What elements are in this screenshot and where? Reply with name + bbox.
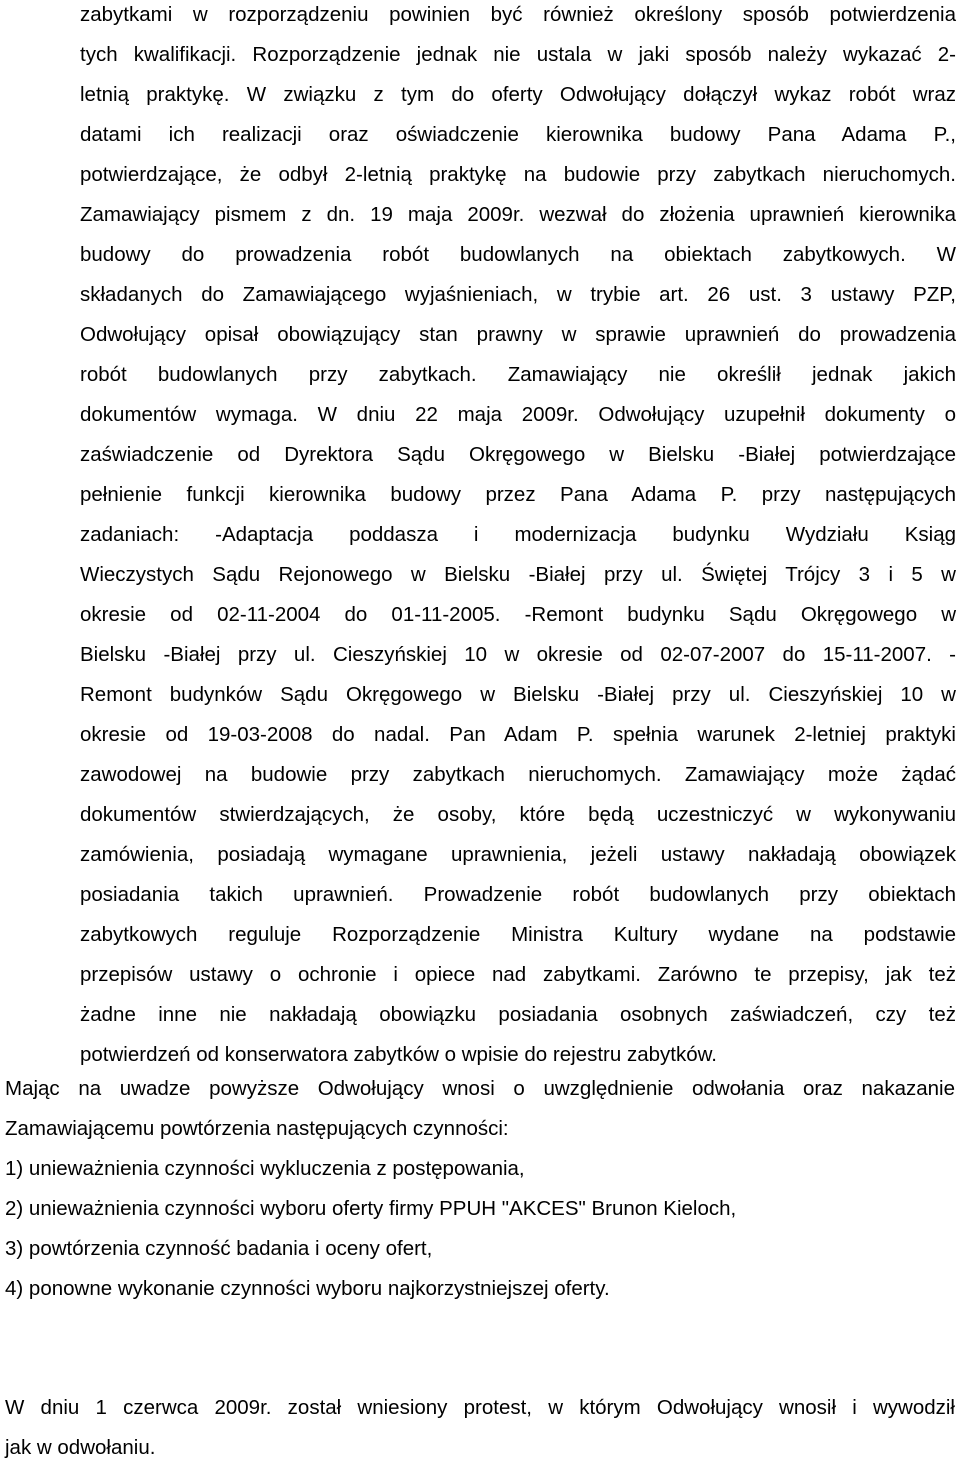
text-line: tych kwalifikacji. Rozporządzenie jednak nie ustala w jaki sposób należy wykazać 2- xyxy=(80,43,956,66)
list-item: 1) unieważnienia czynności wykluczenia z postępowania, xyxy=(5,1157,525,1180)
text-line: Bielsku -Białej przy ul. Cieszyńskiej 10 w okresie od 02-07-2007 do 15-11-2007. - xyxy=(80,643,956,666)
request-paragraph xyxy=(5,1069,955,1149)
text-line: zaświadczenie od Dyrektora Sądu Okręgowego w Bielsku -Białej potwierdzające xyxy=(80,443,956,466)
text-line: okresie od 02-11-2004 do 01-11-2005. -Remont budynku Sądu Okręgowego w xyxy=(80,603,956,626)
text-line: datami ich realizacji oraz oświadczenie kierownika budowy Pana Adama P., xyxy=(80,123,956,146)
text-line: Mając na uwadze powyższe Odwołujący wnosi o uwzględnienie odwołania oraz nakazanie xyxy=(5,1077,955,1100)
request-list xyxy=(5,1149,955,1309)
protest-paragraph xyxy=(5,1388,955,1468)
text-line: przepisów ustawy o ochronie i opiece nad zabytkami. Zarówno te przepisy, jak też xyxy=(80,963,956,986)
text-line: pełnienie funkcji kierownika budowy przez Pana Adama P. przy następujących xyxy=(80,483,956,506)
text-line: Odwołujący opisał obowiązujący stan prawny w sprawie uprawnień do prowadzenia xyxy=(80,323,956,346)
text-line: dokumentów wymaga. W dniu 22 maja 2009r. Odwołujący uzupełnił dokumenty o xyxy=(80,403,956,426)
text-line: żadne inne nie nakładają obowiązku posiadania osobnych zaświadczeń, czy też xyxy=(80,1003,956,1026)
text-line: okresie od 19-03-2008 do nadal. Pan Adam P. spełnia warunek 2-letniej praktyki xyxy=(80,723,956,746)
text-line: zabytkowych reguluje Rozporządzenie Ministra Kultury wydane na podstawie xyxy=(80,923,956,946)
text-line: jak w odwołaniu. xyxy=(5,1436,156,1459)
text-line: potwierdzające, że odbył 2-letnią praktykę na budowie przy zabytkach nieruchomych. xyxy=(80,163,956,186)
list-item: 2) unieważnienia czynności wyboru oferty firmy PPUH "AKCES" Brunon Kieloch, xyxy=(5,1197,737,1220)
text-line: letnią praktykę. W związku z tym do oferty Odwołujący dołączył wykaz robót wraz xyxy=(80,83,956,106)
list-item: 4) ponowne wykonanie czynności wyboru najkorzystniejszej oferty. xyxy=(5,1277,610,1300)
text-line: W dniu 1 czerwca 2009r. został wniesiony protest, w którym Odwołujący wnosił i wywodził xyxy=(5,1396,955,1419)
text-line: Zamawiający pismem z dn. 19 maja 2009r. wezwał do złożenia uprawnień kierownika xyxy=(80,203,956,226)
text-line: dokumentów stwierdzających, że osoby, które będą uczestniczyć w wykonywaniu xyxy=(80,803,956,826)
text-line: posiadania takich uprawnień. Prowadzenie robót budowlanych przy obiektach xyxy=(80,883,956,906)
text-line: Remont budynków Sądu Okręgowego w Bielsku -Białej przy ul. Cieszyńskiej 10 w xyxy=(80,683,956,706)
text-line: Wieczystych Sądu Rejonowego w Bielsku -Białej przy ul. Świętej Trójcy 3 i 5 w xyxy=(80,563,956,586)
text-line: potwierdzeń od konserwatora zabytków o wpisie do rejestru zabytków. xyxy=(80,1043,717,1066)
text-line: zamówienia, posiadają wymagane uprawnienia, jeżeli ustawy nakładają obowiązek xyxy=(80,843,956,866)
continuation-paragraph xyxy=(80,0,956,1075)
list-item: 3) powtórzenia czynność badania i oceny ofert, xyxy=(5,1237,433,1260)
text-line: robót budowlanych przy zabytkach. Zamawiający nie określił jednak jakich xyxy=(80,363,956,386)
text-line: Zamawiającemu powtórzenia następujących czynności: xyxy=(5,1117,509,1140)
text-line: zabytkami w rozporządzeniu powinien być również określony sposób potwierdzenia xyxy=(80,3,956,26)
text-line: budowy do prowadzenia robót budowlanych na obiektach zabytkowych. W xyxy=(80,243,956,266)
text-line: zawodowej na budowie przy zabytkach nieruchomych. Zamawiający może żądać xyxy=(80,763,956,786)
text-line: składanych do Zamawiającego wyjaśnieniach, w trybie art. 26 ust. 3 ustawy PZP, xyxy=(80,283,956,306)
text-line: zadaniach: -Adaptacja poddasza i modernizacja budynku Wydziału Ksiąg xyxy=(80,523,956,546)
